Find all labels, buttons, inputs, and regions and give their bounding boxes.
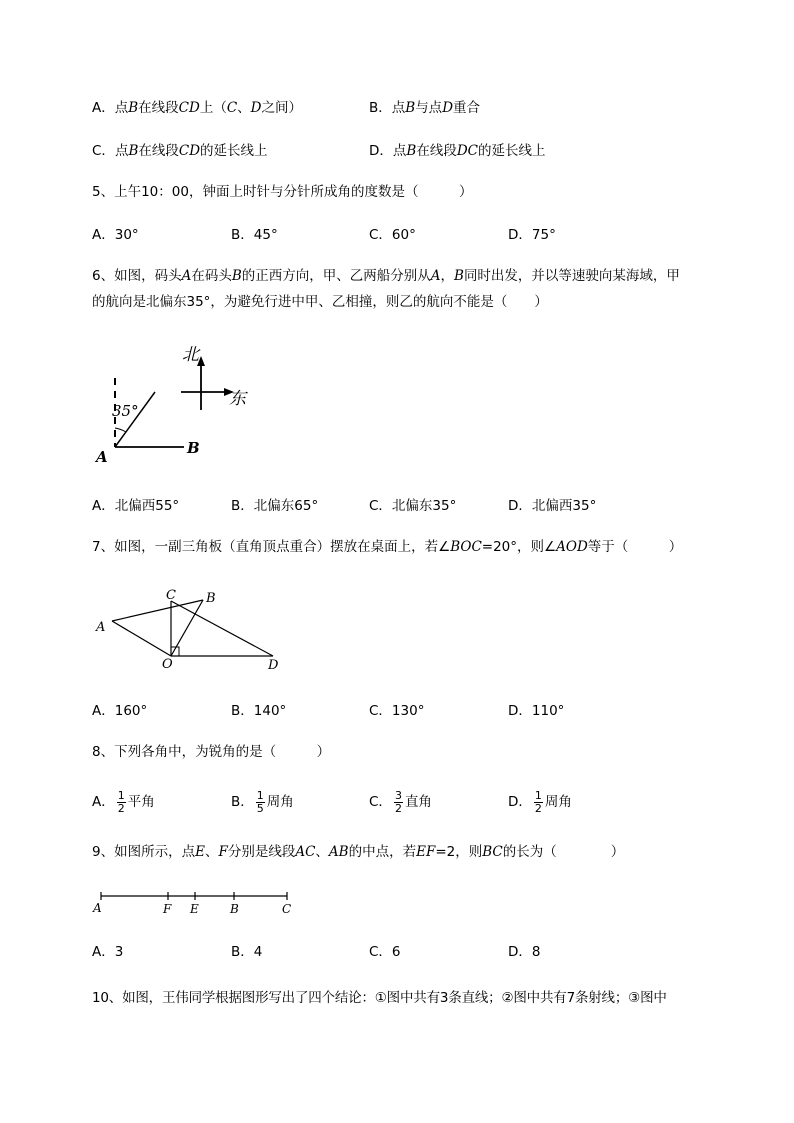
q9-stem: 9、如图所示，点E、F分别是线段AC、AB的中点，若EF=2，则BC的长为（ ） <box>92 844 625 860</box>
q8-option-c-fraction: $\frac{3}{2}$ <box>394 788 402 815</box>
q8-option-d: D． $\frac{1}{2}$ 周角 <box>508 788 572 815</box>
q6-label-b: B <box>187 439 200 457</box>
q6-label-angle: 35° <box>112 402 139 420</box>
q7-label-a: A <box>96 620 106 635</box>
q9-label-e: E <box>190 902 199 916</box>
q8-option-b: B． $\frac{1}{5}$ 周角 <box>231 788 294 815</box>
q5-stem: 5、上午10：00，钟面上时针与分针所成角的度数是（ ） <box>92 184 473 200</box>
q6-stem-line1: 6、如图，码头A在码头B的正西方向，甲、乙两船分别从A，B同时出发，并以等速驶向某海域，甲 <box>92 268 680 284</box>
q6-label-a: A <box>96 448 108 466</box>
q6-option-c: C．北偏东35° <box>369 498 457 514</box>
q8-option-c: C． $\frac{3}{2}$ 直角 <box>369 788 432 815</box>
q5-option-a: A．30° <box>92 227 139 243</box>
q7-label-d: D <box>268 658 279 673</box>
q10-stem: 10、如图，王伟同学根据图形写出了四个结论：①图中共有3条直线；②图中共有7条射线；③图中 <box>92 990 667 1006</box>
q7-option-b: B．140° <box>231 703 287 719</box>
q6-label-north: 北 <box>182 345 199 365</box>
q6-option-b: B．北偏东65° <box>231 498 319 514</box>
q9-option-d: D．8 <box>508 944 541 960</box>
q8-stem: 8、下列各角中，为锐角的是（ ） <box>92 744 331 760</box>
q9-label-f: F <box>163 902 172 916</box>
q9-option-a: A．3 <box>92 944 124 960</box>
q9-label-a: A <box>93 901 102 915</box>
q6-stem-line2: 的航向是北偏东35°，为避免行进中甲、乙相撞，则乙的航向不能是（ ） <box>92 294 548 310</box>
q7-option-d: D．110° <box>508 703 565 719</box>
q9-option-c: C．6 <box>369 944 401 960</box>
q6-label-east: 东 <box>229 389 246 409</box>
q4-option-c: C．点B在线段CD的延长线上 <box>92 143 268 159</box>
q8-option-b-fraction: $\frac{1}{5}$ <box>256 788 264 815</box>
q5-option-d: D．75° <box>508 227 556 243</box>
q6-option-a: A．北偏西55° <box>92 498 180 514</box>
q7-option-a: A．160° <box>92 703 148 719</box>
q9-label-b: B <box>230 902 239 916</box>
q7-label-b: B <box>206 591 216 606</box>
q4-option-b: B．点B与点D重合 <box>369 100 481 116</box>
q7-option-c: C．130° <box>369 703 425 719</box>
q5-option-b: B．45° <box>231 227 278 243</box>
q7-stem: 7、如图，一副三角板（直角顶点重合）摆放在桌面上，若∠BOC=20°，则∠AOD等于（ ） <box>92 539 683 555</box>
q9-option-b: B．4 <box>231 944 263 960</box>
q8-option-a: A． $\frac{1}{2}$ 平角 <box>92 788 155 815</box>
q4-option-a: A．点B在线段CD上（C、D之间） <box>92 100 302 116</box>
q5-option-c: C．60° <box>369 227 416 243</box>
q8-option-a-fraction: $\frac{1}{2}$ <box>117 788 125 815</box>
q8-option-d-fraction: $\frac{1}{2}$ <box>534 788 542 815</box>
q7-label-c: C <box>166 588 176 603</box>
q4-option-d: D．点B在线段DC的延长线上 <box>369 143 546 159</box>
q6-option-d: D．北偏西35° <box>508 498 597 514</box>
q9-label-c: C <box>282 902 292 916</box>
q7-label-o: O <box>162 657 173 672</box>
